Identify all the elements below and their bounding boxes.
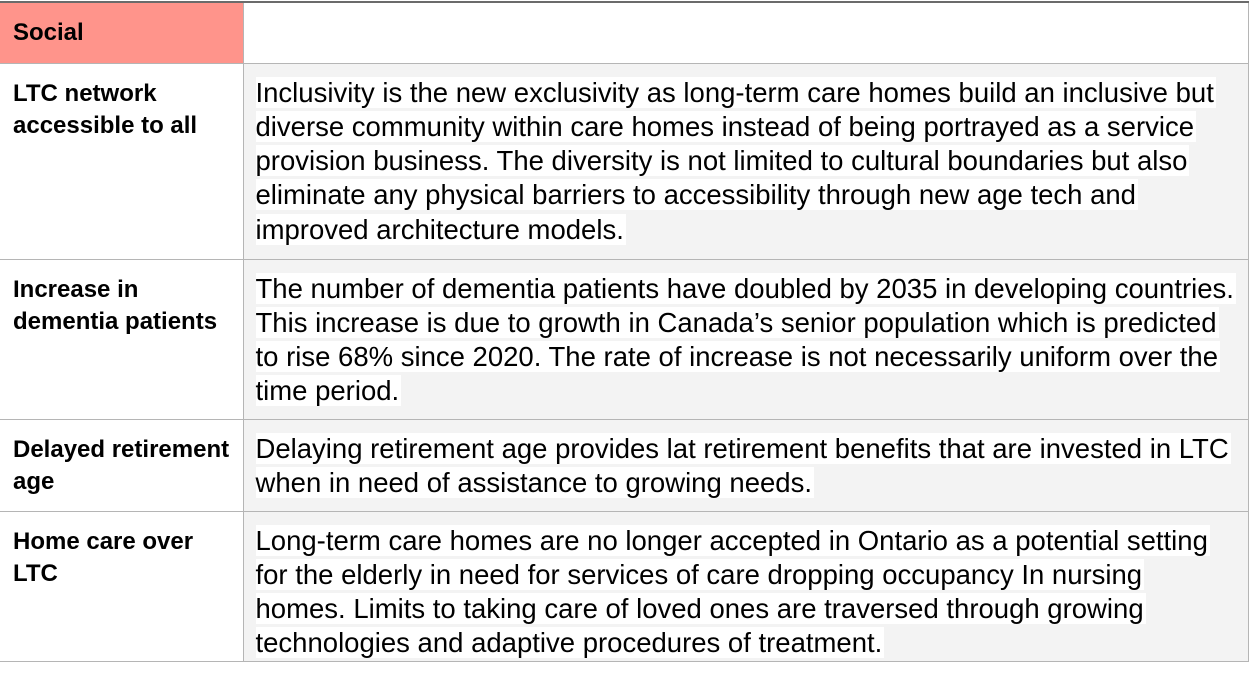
table-header-row (0, 2, 1249, 63)
row-label-cell (0, 419, 243, 511)
row-description-cell (243, 259, 1249, 419)
trend-label: Delayed retirement age (13, 435, 230, 495)
table-row (0, 419, 1249, 511)
trend-description: Inclusivity is the new exclusivity as long-term care homes build an inclusive but diverse community within care homes instead of being portrayed as a service provision business. The diversity is not limited to cultural boundaries but also eliminate any physical barriers to accessibility through new age tech and improved architecture models. (255, 76, 1214, 245)
trend-label: Increase in dementia patients (13, 275, 218, 335)
row-label-cell (0, 63, 243, 259)
trend-description: Long-term care homes are no longer accepted in Ontario as a potential setting for the elderly in need for services of care dropping occupancy In nursing homes. Limits to taking care of loved ones are traversed through growing technologies and adaptive procedures of treatment. (255, 524, 1208, 659)
header-empty-cell (243, 2, 1249, 63)
row-label-cell (0, 511, 243, 661)
category-header-cell (0, 2, 243, 63)
trend-description: The number of dementia patients have doubled by 2035 in developing countries. This increase is due to growth in Canada’s senior population which is predicted to rise 68% since 2020. The rate of increase is not necessarily uniform over the time period. (255, 272, 1234, 407)
table-row (0, 63, 1249, 259)
table-row (0, 511, 1249, 661)
row-description-cell (243, 419, 1249, 511)
trend-label: LTC network accessible to all (13, 79, 198, 139)
row-description-cell (243, 511, 1249, 661)
social-trends-table (0, 1, 1249, 662)
row-label-cell (0, 259, 243, 419)
row-description-cell (243, 63, 1249, 259)
table-row (0, 259, 1249, 419)
trend-label: Home care over LTC (13, 527, 194, 587)
category-title: Social (13, 19, 84, 46)
trend-description: Delaying retirement age provides lat retirement benefits that are invested in LTC when in need of assistance to growing needs. (255, 432, 1229, 498)
